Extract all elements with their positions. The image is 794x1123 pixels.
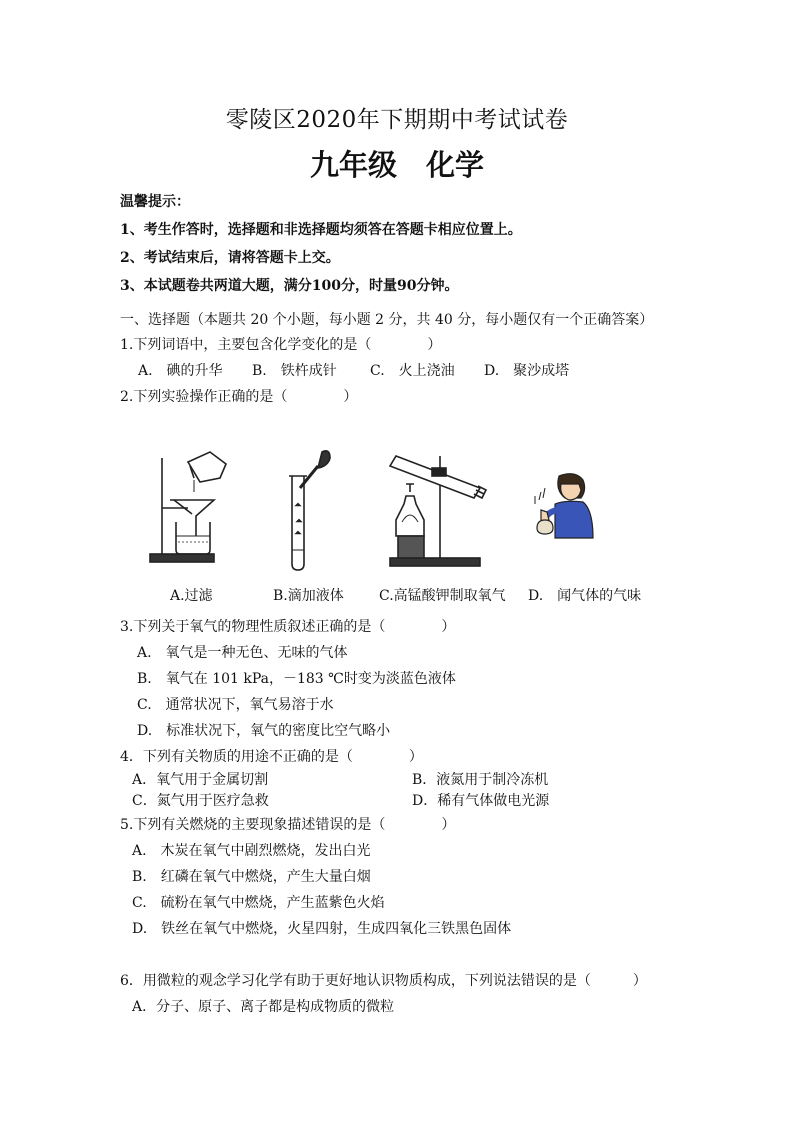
q4-option-a: A．氧气用于金属切割 — [132, 772, 269, 788]
tip-item-1: 1、考生作答时，选择题和非选择题均须答在答题卡相应位置上。 — [120, 222, 522, 238]
dropper-figure — [282, 446, 334, 571]
tips-heading: 温馨提示： — [120, 194, 190, 210]
q2-caption-c: C.高锰酸钾制取氧气 — [379, 588, 506, 604]
q5-stem: 5.下列有关燃烧的主要现象描述错误的是（ ） — [120, 817, 456, 833]
q2-caption-a: A.过滤 — [170, 588, 213, 604]
q6-option-a: A．分子、原子、离子都是构成物质的微粒 — [132, 999, 395, 1015]
q5-option-a: A. 木炭在氧气中剧烈燃烧，发出白光 — [132, 843, 371, 859]
q1-option-c: C. 火上浇油 — [370, 363, 455, 379]
q2-caption-b: B.滴加液体 — [273, 588, 344, 604]
oxygen-apparatus-figure — [388, 448, 498, 568]
q3-option-d: D. 标准状况下，氧气的密度比空气略小 — [137, 723, 391, 739]
q2-stem: 2.下列实验操作正确的是（ ） — [120, 389, 358, 405]
q5-option-c: C. 硫粉在氧气中燃烧，产生蓝紫色火焰 — [132, 895, 385, 911]
q1-option-a: A. 碘的升华 — [138, 363, 223, 379]
q3-option-b: B. 氧气在 101 kPa，－183 ℃时变为淡蓝色液体 — [137, 671, 456, 687]
filtration-figure — [148, 450, 238, 565]
q1-option-b: B. 铁杵成针 — [252, 363, 337, 379]
smelling-gas-figure — [525, 470, 597, 542]
q5-option-b: B. 红磷在氧气中燃烧，产生大量白烟 — [132, 869, 371, 885]
q5-option-d: D. 铁丝在氧气中燃烧，火星四射，生成四氧化三铁黑色固体 — [132, 921, 512, 937]
q3-option-c: C. 通常状况下，氧气易溶于水 — [137, 697, 334, 713]
q1-option-d: D. 聚沙成塔 — [484, 363, 570, 379]
q4-option-c: C．氮气用于医疗急救 — [132, 793, 269, 809]
tip-item-2: 2、考试结束后，请将答题卡上交。 — [120, 250, 340, 266]
q1-stem: 1.下列词语中，主要包含化学变化的是（ ） — [120, 337, 442, 353]
q4-stem: 4．下列有关物质的用途不正确的是（ ） — [120, 749, 423, 765]
q3-option-a: A. 氧气是一种无色、无味的气体 — [137, 645, 348, 661]
q6-stem: 6．用微粒的观念学习化学有助于更好地认识物质构成，下列说法错误的是（ ） — [120, 973, 647, 989]
tip-item-3: 3、本试题卷共两道大题，满分100分，时量90分钟。 — [120, 278, 459, 294]
exam-subtitle: 九年级 化学 — [309, 148, 484, 182]
exam-title: 零陵区2020年下期期中考试试卷 — [225, 107, 569, 133]
q4-option-d: D．稀有气体做电光源 — [412, 793, 550, 809]
q3-stem: 3.下列关于氧气的物理性质叙述正确的是（ ） — [120, 619, 456, 635]
section-heading: 一、选择题（本题共 20 个小题，每小题 2 分，共 40 分，每小题仅有一个正确答案） — [120, 312, 654, 328]
q2-caption-d: D. 闻气体的气味 — [528, 588, 642, 604]
q4-option-b: B．液氮用于制冷冻机 — [412, 772, 549, 788]
